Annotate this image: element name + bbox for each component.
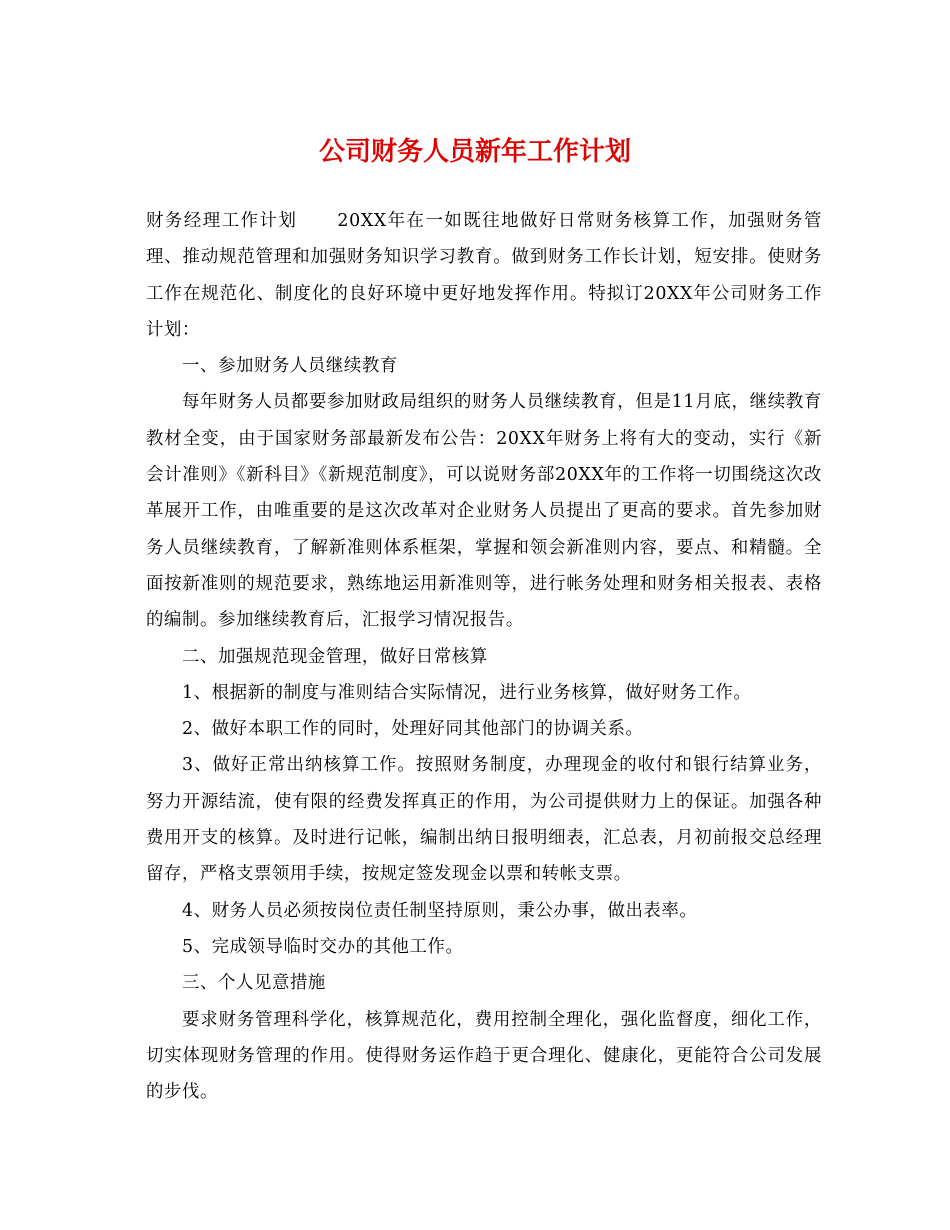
intro-text: 20XX年在一如既往地做好日常财务核算工作，加强财务管理、推动规范管理和加强财务知识学习教育。做到财务工作长计划，短安排。使财务工作在规范化、制度化的良好环境中更好地发挥作用。特拟订20XX年公司财务工作计划：: [146, 211, 822, 340]
section-heading-1: 一、参加财务人员继续教育: [182, 356, 398, 377]
paragraph-measures: 要求财务管理科学化，核算规范化，费用控制全理化，强化监督度，细化工作，切实体现财务管理的作用。使得财务运作趋于更合理化、健康化，更能符合公司发展的步伐。: [146, 1009, 822, 1103]
list-item-5: 5、完成领导临时交办的其他工作。: [182, 936, 464, 957]
list-item-3: 3、做好正常出纳核算工作。按照财务制度，办理现金的收付和银行结算业务，努力开源结流，使有限的经费发挥真正的作用，为公司提供财力上的保证。加强各种费用开支的核算。及时进行记帐，编制出纳日报明细表，汇总表，月初前报交总经理留存，严格支票领用手续，按规定签发现金以票和转帐支票。: [146, 755, 822, 885]
paragraph-continuing-education: 每年财务人员都要参加财政局组织的财务人员继续教育，但是11月底，继续教育教材全变，由于国家财务部最新发布公告：20XX年财务上将有大的变动，实行《新会计准则》《新科目》《新规范制度》，可以说财务部20XX年的工作将一切围绕这次改革展开工作，由唯重要的是这次改革对企业财务人员提出了更高的要求。首先参加财务人员继续教育，了解新准则体系框架，掌握和领会新准则内容，要点、和精髓。全面按新准则的规范要求，熟练地运用新准则等，进行帐务处理和财务相关报表、表格的编制。参加继续教育后，汇报学习情况报告。: [146, 392, 822, 631]
section-heading-2: 二、加强规范现金管理，做好日常核算: [182, 646, 488, 667]
intro-paragraph: [146, 203, 822, 348]
list-item-1: 1、根据新的制度与准则结合实际情况，进行业务核算，做好财务工作。: [182, 682, 752, 703]
list-item-4: 4、财务人员必须按岗位责任制坚持原则，秉公办事，做出表率。: [182, 900, 698, 921]
section-heading-3: 三、个人见意措施: [182, 973, 326, 994]
document-title: 公司财务人员新年工作计划: [318, 137, 631, 167]
document-body: [146, 203, 822, 1110]
list-item-2: 2、做好本职工作的同时，处理好同其他部门的协调关系。: [182, 719, 644, 740]
intro-label: 财务经理工作计划: [146, 211, 298, 231]
